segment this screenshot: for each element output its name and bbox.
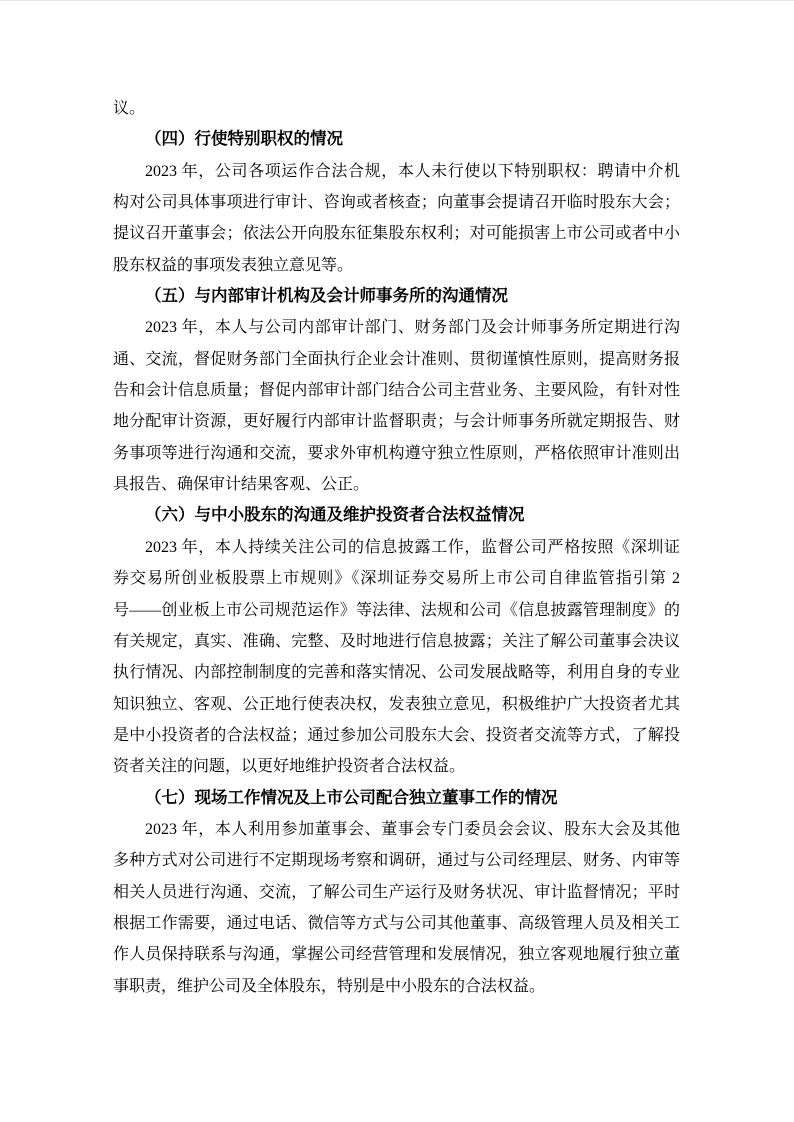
text-line: 2023 年，本人与公司内部审计部门、财务部门及会计师事务所定期进行沟 <box>145 319 680 337</box>
section-5 <box>113 281 680 500</box>
text-line: 2023 年，本人利用参加董事会、董事会专门委员会会议、股东大会及其他 <box>145 820 680 838</box>
text-block <box>113 93 680 1002</box>
paragraph-continuation-line: 议。 <box>113 100 146 117</box>
text-line: 具报告、确保审计结果客观、公正。 <box>113 476 370 494</box>
section-heading: （五）与内部审计机构及会计师事务所的沟通情况 <box>145 287 508 306</box>
section-heading: （四）行使特别职权的情况 <box>145 130 343 149</box>
text-line: 作人员保持联系与沟通，掌握公司经营管理和发展情况，独立客观地履行独立董 <box>113 946 680 964</box>
paragraph <box>113 532 680 783</box>
text-line: 券交易所创业板股票上市规则》《深圳证券交易所上市公司自律监管指引第 2 <box>113 570 680 588</box>
text-line: 多种方式对公司进行不定期现场考察和调研，通过与公司经理层、财务、内审等 <box>113 852 680 870</box>
paragraph <box>113 312 680 500</box>
text-line: 提议召开董事会；依法公开向股东征集股东权利；对可能损害上市公司或者中小 <box>113 225 680 243</box>
text-line: 务事项等进行沟通和交流，要求外审机构遵守独立性原则，严格依照审计准则出 <box>113 444 680 462</box>
text-line: 相关人员进行沟通、交流，了解公司生产运行及财务状况、审计监督情况；平时 <box>113 883 680 901</box>
text-line: 2023 年，公司各项运作合法合规，本人未行使以下特别职权：聘请中介机 <box>145 162 680 180</box>
section-heading: （七）现场工作情况及上市公司配合独立董事工作的情况 <box>145 788 558 807</box>
text-line: 通、交流，督促财务部门全面执行企业会计准则、贯彻谨慎性原则，提高财务报 <box>113 350 680 368</box>
text-line: 根据工作需要，通过电话、微信等方式与公司其他董事、高级管理人员及相关工 <box>113 914 680 932</box>
section-4 <box>113 124 680 281</box>
text-line: 号——创业板上市公司规范运作》等法律、法规和公司《信息披露管理制度》的 <box>113 601 680 619</box>
paragraph <box>113 814 680 1002</box>
section-heading: （六）与中小股东的沟通及维护投资者合法权益情况 <box>145 506 525 525</box>
section-6 <box>113 500 680 782</box>
text-line: 事职责，维护公司及全体股东，特别是中小股东的合法权益。 <box>113 977 546 995</box>
text-line: 告和会计信息质量；督促内部审计部门结合公司主营业务、主要风险，有针对性 <box>113 382 680 400</box>
text-line: 有关规定，真实、准确、完整、及时地进行信息披露；关注了解公司董事会决议 <box>113 632 680 650</box>
text-line: 资者关注的问题，以更好地维护投资者合法权益。 <box>113 758 466 776</box>
paragraph <box>113 156 680 281</box>
text-line: 知识独立、客观、公正地行使表决权，发表独立意见，积极维护广大投资者尤其 <box>113 695 680 713</box>
text-line: 是中小投资者的合法权益；通过参加公司股东大会、投资者交流等方式，了解投 <box>113 726 680 744</box>
text-line: 股东权益的事项发表独立意见等。 <box>113 256 354 274</box>
text-line: 执行情况、内部控制制度的完善和落实情况、公司发展战略等，利用自身的专业 <box>113 664 680 682</box>
text-line: 地分配审计资源，更好履行内部审计监督职责；与会计师事务所就定期报告、财 <box>113 413 680 431</box>
text-line: 2023 年，本人持续关注公司的信息披露工作，监督公司严格按照《深圳证 <box>145 538 680 556</box>
text-line: 构对公司具体事项进行审计、咨询或者核查；向董事会提请召开临时股东大会； <box>113 194 680 212</box>
section-7 <box>113 783 680 1002</box>
